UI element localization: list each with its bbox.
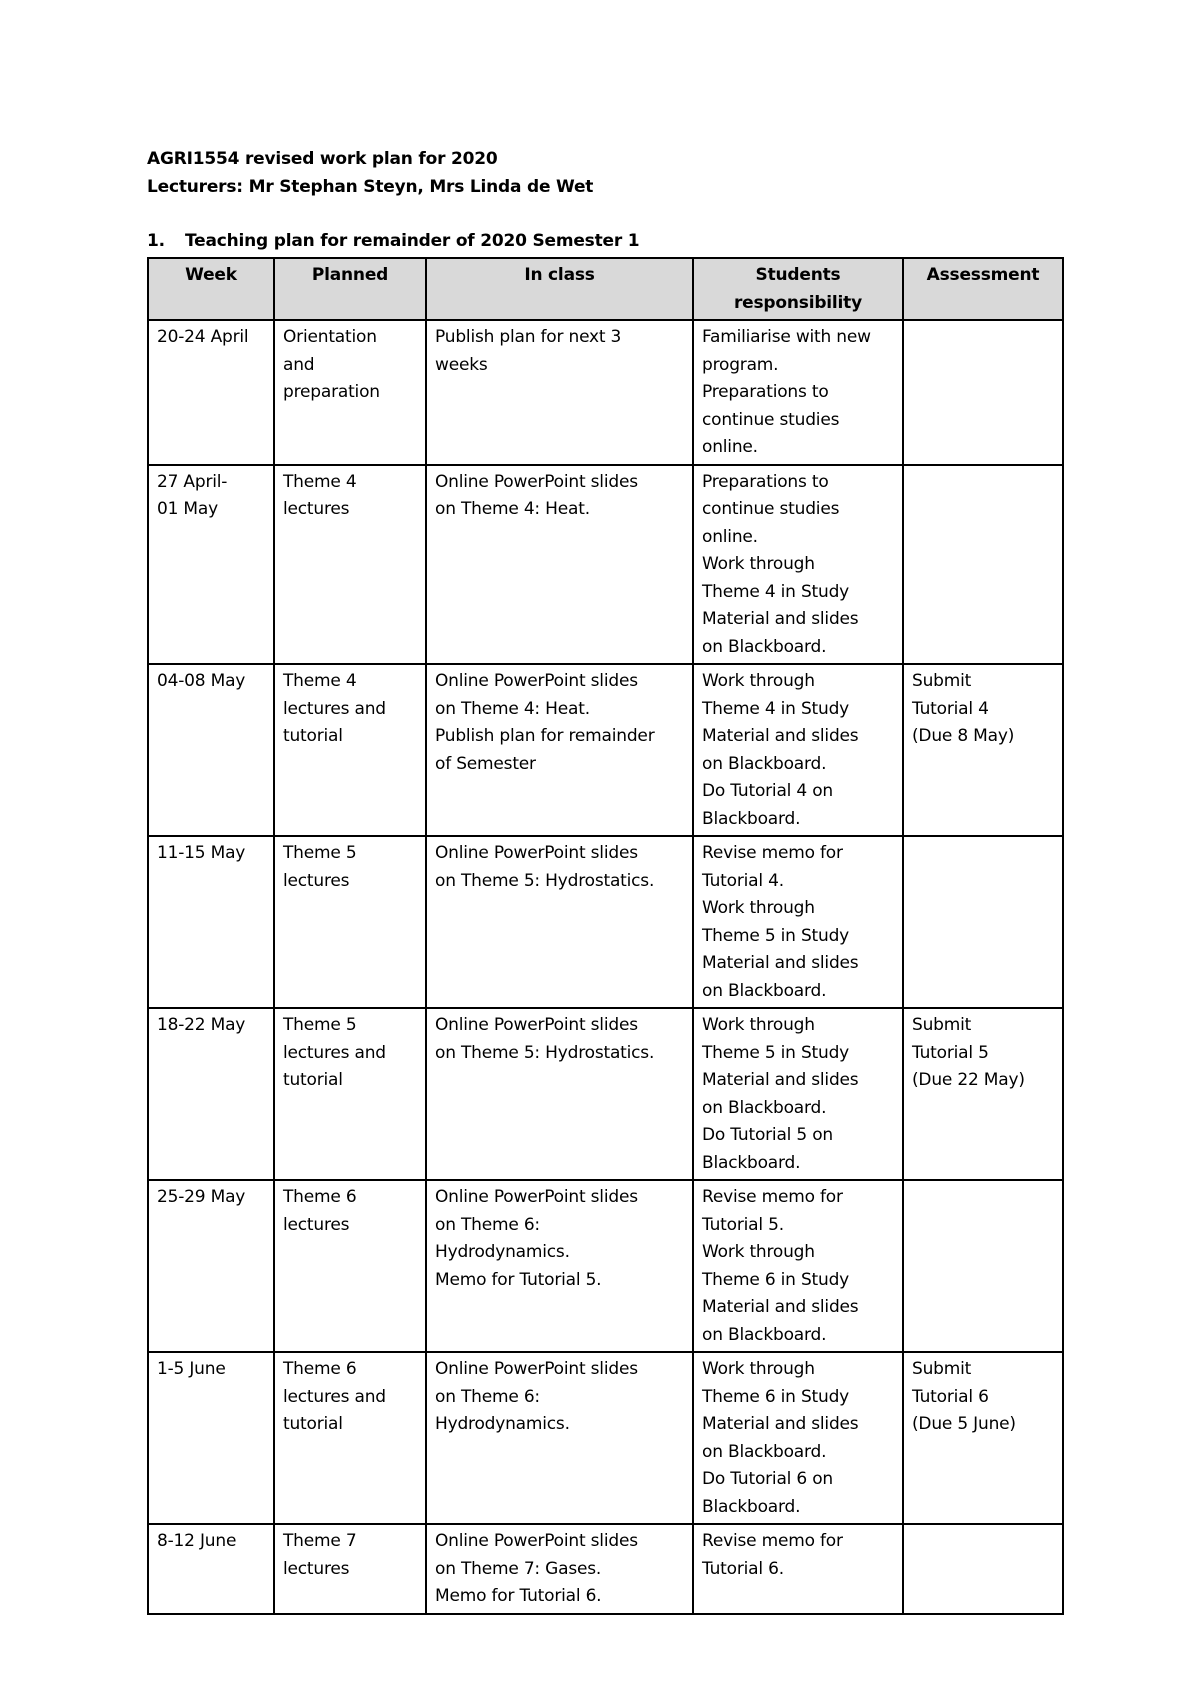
cell-students-responsibility: Preparations to continue studies online. Work through Theme 4 in Study Material and slides on Blackboard. <box>693 465 903 665</box>
cell-assessment: Submit Tutorial 6 (Due 5 June) <box>903 1352 1063 1524</box>
cell-week: 25-29 May <box>148 1180 274 1352</box>
cell-students-responsibility: Revise memo for Tutorial 5. Work through Theme 6 in Study Material and slides on Blackboard. <box>693 1180 903 1352</box>
cell-assessment <box>903 1524 1063 1614</box>
header-students-responsibility: Students responsibility <box>693 258 903 320</box>
cell-planned: Theme 4 lectures <box>274 465 426 665</box>
table-row <box>148 836 1063 1008</box>
cell-planned: Theme 4 lectures and tutorial <box>274 664 426 836</box>
cell-in-class: Online PowerPoint slides on Theme 4: Heat. Publish plan for remainder of Semester <box>426 664 693 836</box>
table-row <box>148 1352 1063 1524</box>
cell-in-class: Online PowerPoint slides on Theme 6: Hydrodynamics. <box>426 1352 693 1524</box>
cell-students-responsibility: Revise memo for Tutorial 4. Work through Theme 5 in Study Material and slides on Blackboard. <box>693 836 903 1008</box>
cell-week: 04-08 May <box>148 664 274 836</box>
table-row <box>148 1008 1063 1180</box>
header-assessment: Assessment <box>903 258 1063 320</box>
cell-week: 18-22 May <box>148 1008 274 1180</box>
cell-assessment <box>903 836 1063 1008</box>
cell-planned: Theme 5 lectures and tutorial <box>274 1008 426 1180</box>
table-row <box>148 664 1063 836</box>
lecturers-line: Lecturers: Mr Stephan Steyn, Mrs Linda de Wet <box>147 177 594 197</box>
cell-in-class: Online PowerPoint slides on Theme 6: Hydrodynamics. Memo for Tutorial 5. <box>426 1180 693 1352</box>
table-row <box>148 465 1063 665</box>
cell-week: 1-5 June <box>148 1352 274 1524</box>
table-row <box>148 1180 1063 1352</box>
cell-students-responsibility: Revise memo for Tutorial 6. <box>693 1524 903 1614</box>
header-week: Week <box>148 258 274 320</box>
teaching-plan-table <box>147 257 1064 1615</box>
table-header-row <box>148 258 1063 320</box>
cell-assessment <box>903 1180 1063 1352</box>
table-row <box>148 1524 1063 1614</box>
section-title: Teaching plan for remainder of 2020 Semester 1 <box>185 231 640 251</box>
cell-in-class: Online PowerPoint slides on Theme 5: Hydrostatics. <box>426 1008 693 1180</box>
cell-planned: Theme 6 lectures and tutorial <box>274 1352 426 1524</box>
section-number: 1. <box>147 231 165 251</box>
section-heading <box>147 231 639 251</box>
cell-planned: Theme 5 lectures <box>274 836 426 1008</box>
cell-assessment: Submit Tutorial 4 (Due 8 May) <box>903 664 1063 836</box>
header-planned: Planned <box>274 258 426 320</box>
cell-in-class: Online PowerPoint slides on Theme 4: Heat. <box>426 465 693 665</box>
cell-planned: Theme 7 lectures <box>274 1524 426 1614</box>
cell-students-responsibility: Work through Theme 4 in Study Material and slides on Blackboard. Do Tutorial 4 on Blackboard. <box>693 664 903 836</box>
cell-planned: Theme 6 lectures <box>274 1180 426 1352</box>
cell-students-responsibility: Work through Theme 5 in Study Material and slides on Blackboard. Do Tutorial 5 on Blackboard. <box>693 1008 903 1180</box>
table-row <box>148 320 1063 465</box>
cell-week: 27 April- 01 May <box>148 465 274 665</box>
cell-week: 8-12 June <box>148 1524 274 1614</box>
cell-planned: Orientation and preparation <box>274 320 426 465</box>
cell-students-responsibility: Familiarise with new program. Preparations to continue studies online. <box>693 320 903 465</box>
header-in-class: In class <box>426 258 693 320</box>
cell-week: 11-15 May <box>148 836 274 1008</box>
document-title: AGRI1554 revised work plan for 2020 <box>147 149 498 169</box>
cell-in-class: Online PowerPoint slides on Theme 7: Gases. Memo for Tutorial 6. <box>426 1524 693 1614</box>
cell-assessment: Submit Tutorial 5 (Due 22 May) <box>903 1008 1063 1180</box>
cell-in-class: Publish plan for next 3 weeks <box>426 320 693 465</box>
cell-students-responsibility: Work through Theme 6 in Study Material and slides on Blackboard. Do Tutorial 6 on Blackboard. <box>693 1352 903 1524</box>
cell-assessment <box>903 465 1063 665</box>
cell-week: 20-24 April <box>148 320 274 465</box>
cell-assessment <box>903 320 1063 465</box>
cell-in-class: Online PowerPoint slides on Theme 5: Hydrostatics. <box>426 836 693 1008</box>
